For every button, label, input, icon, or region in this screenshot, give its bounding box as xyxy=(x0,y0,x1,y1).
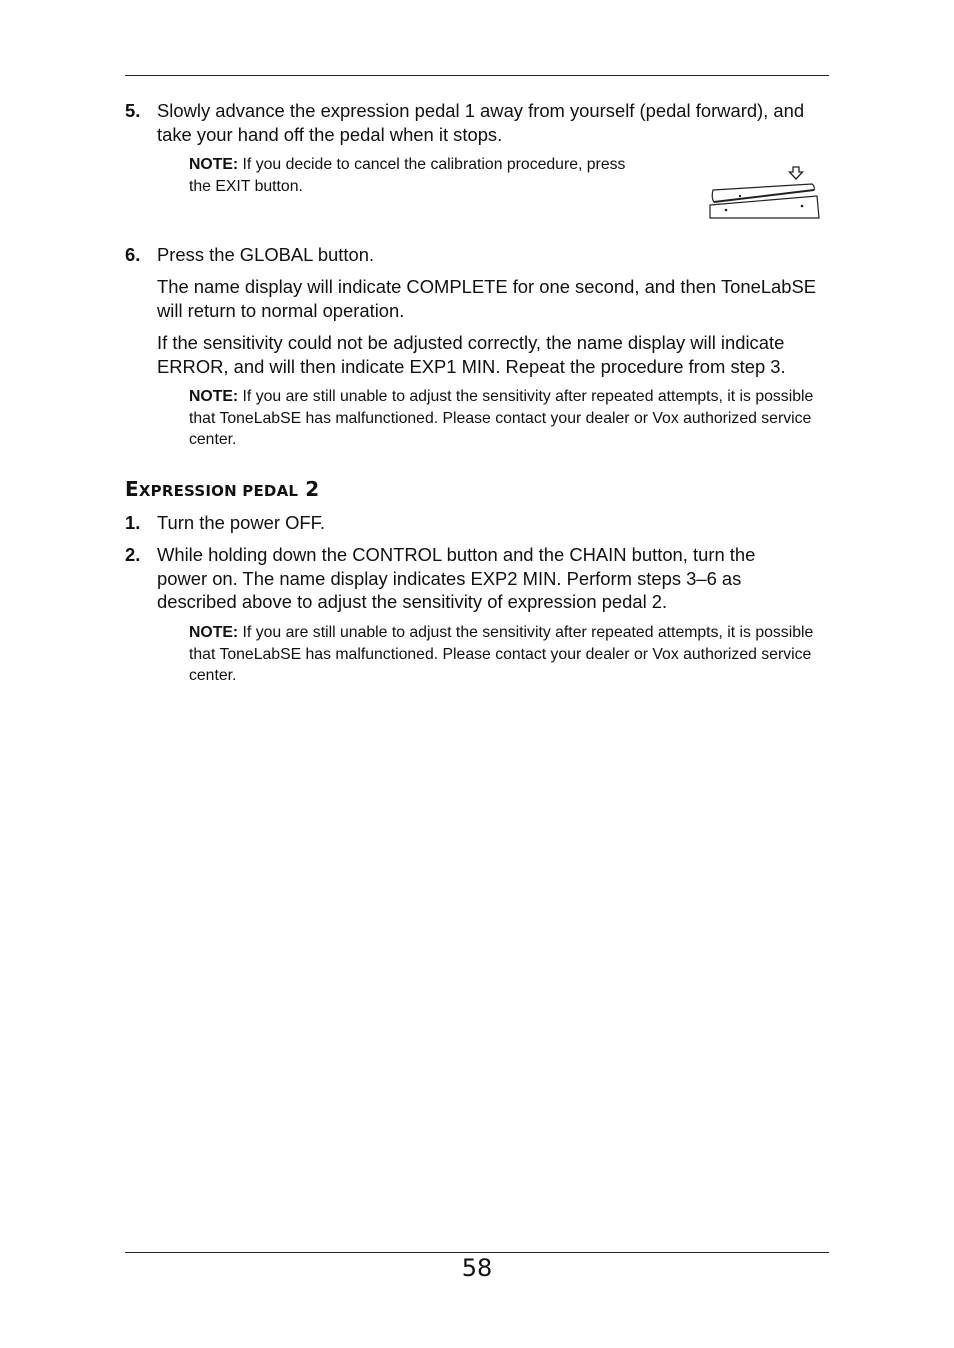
step-text: Turn the power OFF. xyxy=(157,512,325,533)
paragraph-complete: The name display will indicate COMPLETE for one second, and then ToneLabSE will return to normal operation. xyxy=(157,276,817,321)
header-rule xyxy=(125,75,829,76)
step-6 xyxy=(125,243,825,267)
footer-rule xyxy=(125,1252,829,1253)
step-text: Press the GLOBAL button. xyxy=(157,244,375,265)
step-number: 2. xyxy=(125,544,141,565)
note-text: If you are still unable to adjust the sensitivity after repeated attempts, it is possible that ToneLabSE has malfunctioned. Please contact your dealer or Vox authorized service center. xyxy=(189,388,814,448)
note-text: If you are still unable to adjust the sensitivity after repeated attempts, it is possible that ToneLabSE has malfunctioned. Please contact your dealer or Vox authorized service center. xyxy=(189,624,814,684)
note-label: NOTE: xyxy=(189,388,239,405)
expression-pedal-illustration xyxy=(700,158,825,224)
note-cancel xyxy=(189,154,639,197)
note-text: If you decide to cancel the calibration procedure, press the EXIT button. xyxy=(189,156,626,195)
step-1 xyxy=(125,511,825,535)
step-5 xyxy=(125,99,825,146)
section-heading: EXPRESSION PEDAL 2 xyxy=(125,477,320,501)
note-label: NOTE: xyxy=(189,156,239,173)
step-number: 6. xyxy=(125,244,141,265)
step-number: 5. xyxy=(125,100,141,121)
down-arrow-icon xyxy=(790,167,803,179)
note-malfunction xyxy=(189,386,825,451)
paragraph-error: If the sensitivity could not be adjusted correctly, the name display will indicate ERROR, and will then indicate EXP1 MIN. Repeat the procedure from step 3. xyxy=(157,332,786,377)
step-text: Slowly advance the expression pedal 1 away from yourself (pedal forward), and take your hand off the pedal when it stops. xyxy=(157,100,805,145)
step-number: 1. xyxy=(125,512,141,533)
step-text: While holding down the CONTROL button and the CHAIN button, turn the power on. The name display indicates EXP2 MIN. Perform steps 3–6 as described above to adjust the sensitivity of expression pedal 2. xyxy=(157,544,756,612)
note-label: NOTE: xyxy=(189,624,239,641)
step-2 xyxy=(125,543,805,614)
page-number: 58 xyxy=(461,1254,493,1282)
note-malfunction-2 xyxy=(189,622,825,687)
